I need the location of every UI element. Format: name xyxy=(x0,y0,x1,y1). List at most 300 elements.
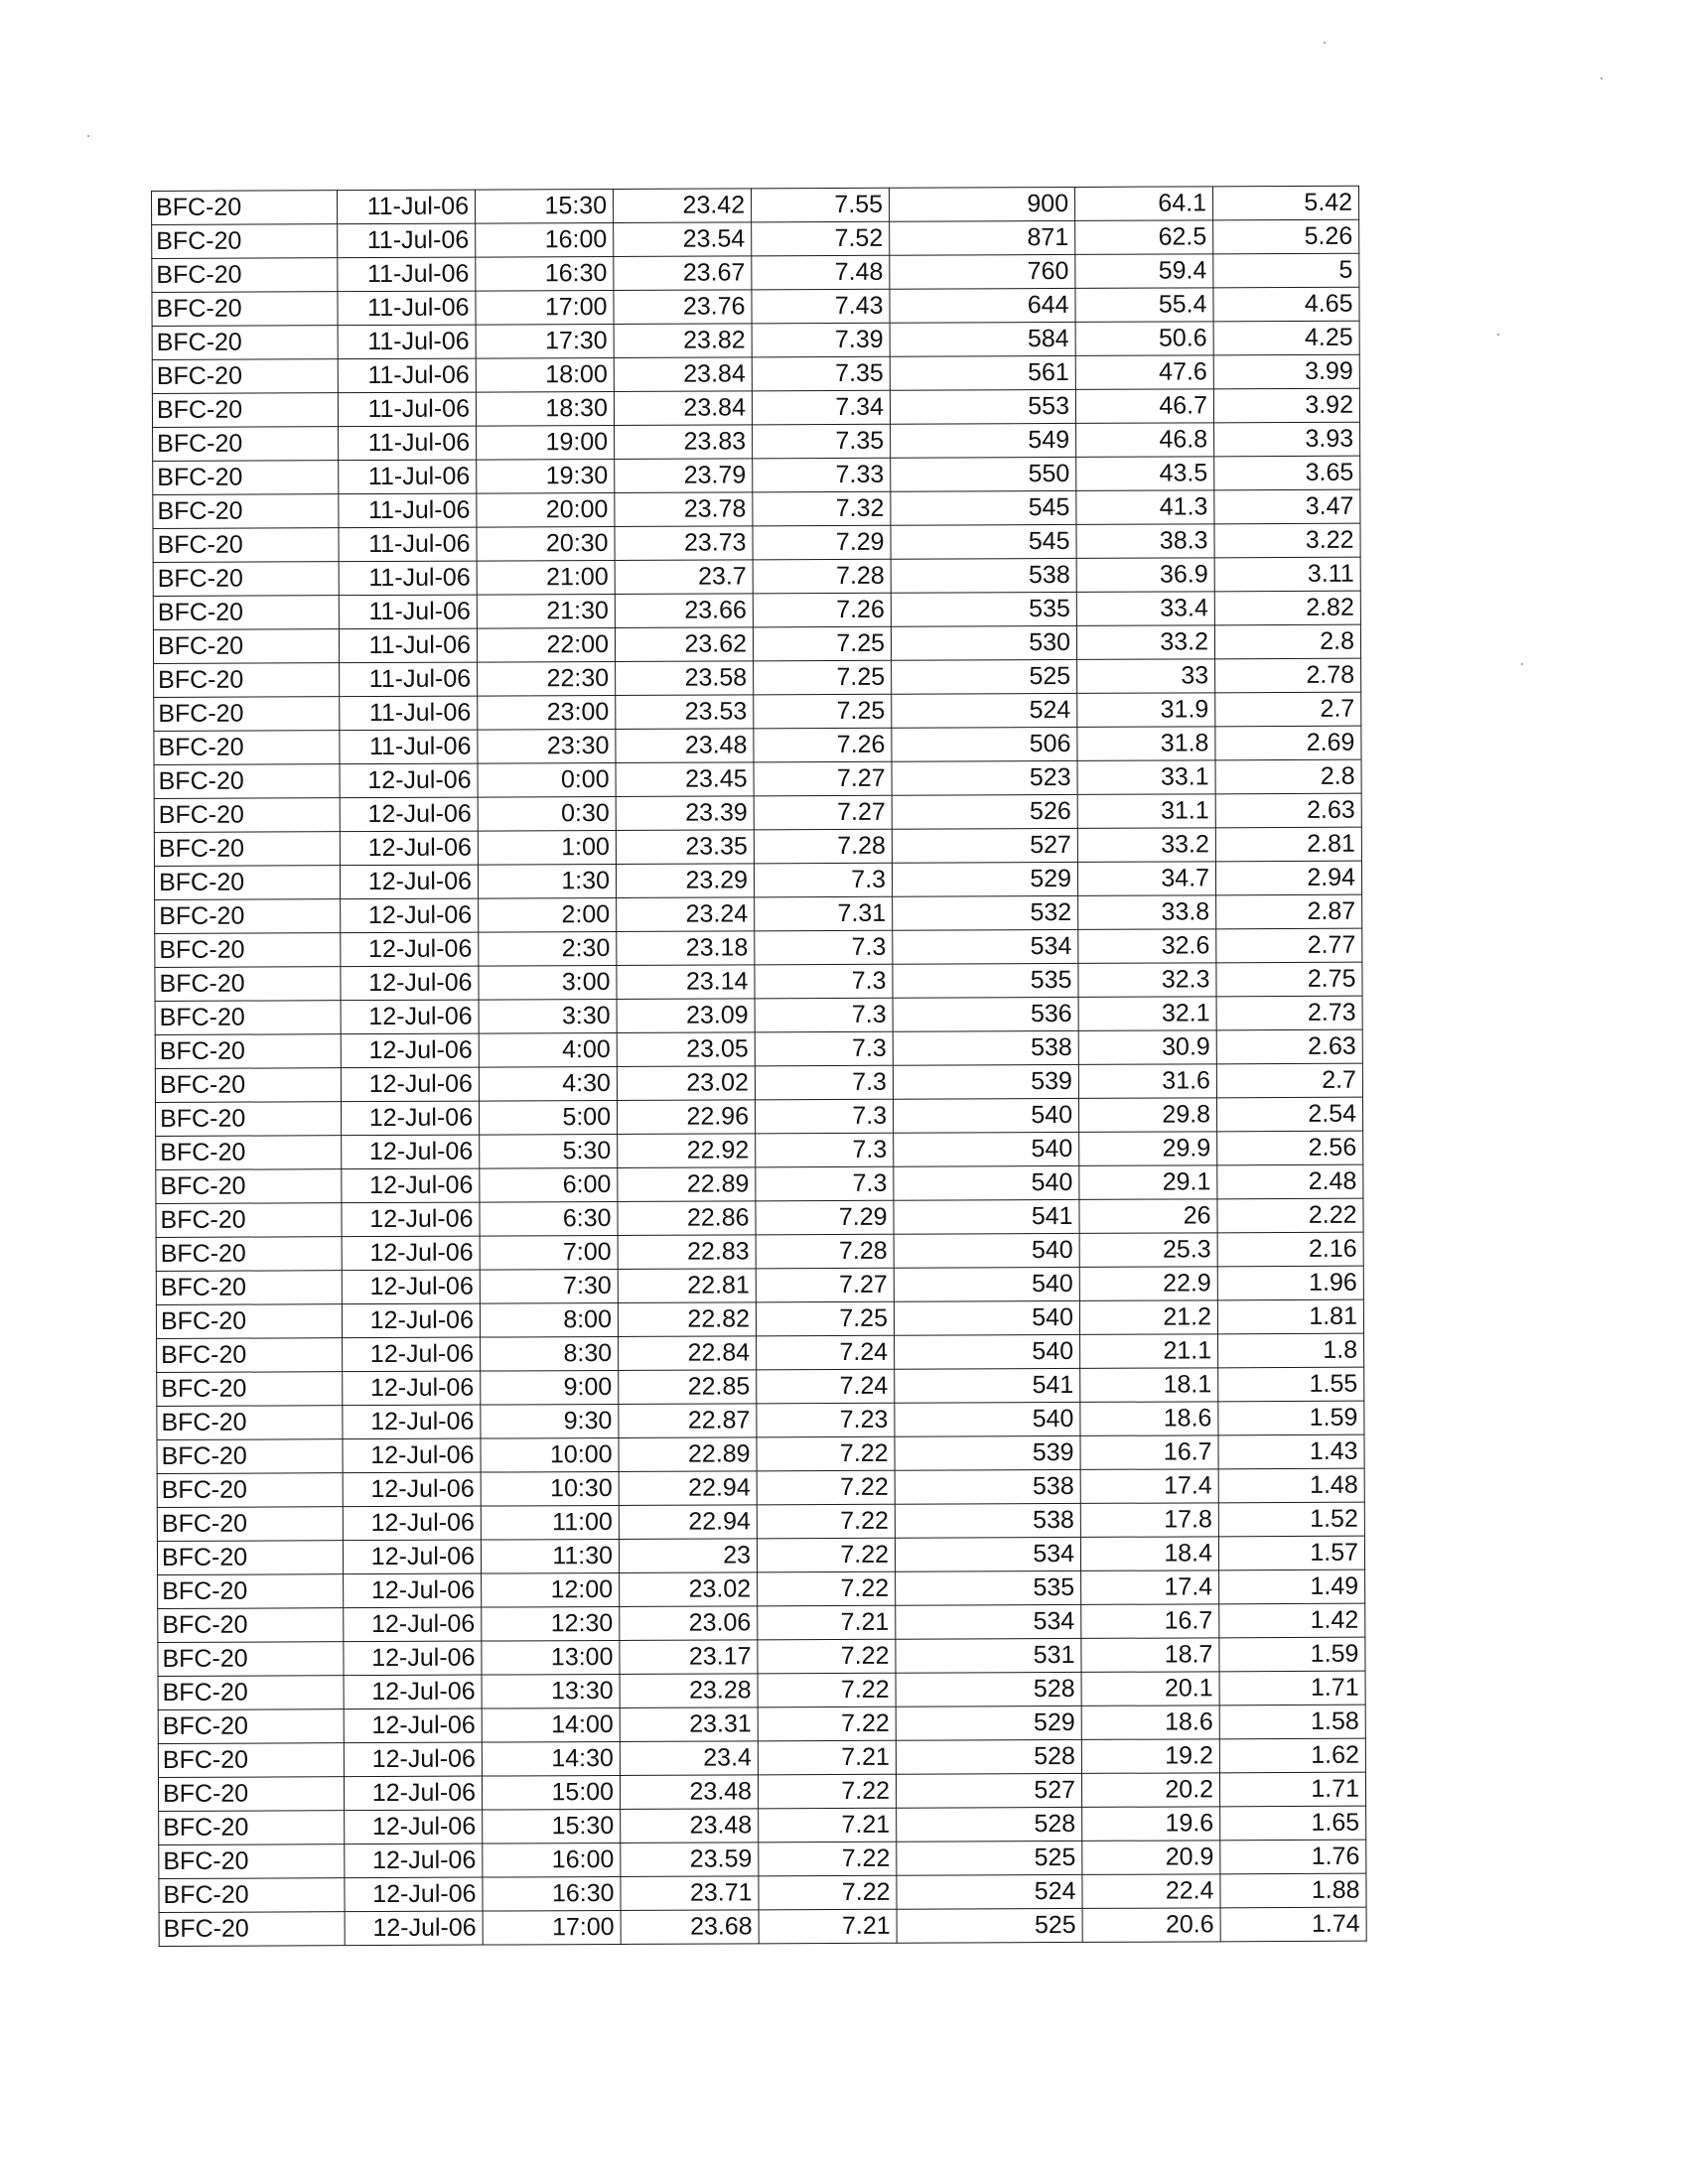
value-cell: 1.96 xyxy=(1217,1266,1363,1300)
value-cell: 23.14 xyxy=(617,965,755,1000)
site-cell: BFC-20 xyxy=(154,798,340,833)
site-cell: BFC-20 xyxy=(157,1473,343,1508)
value-cell: 1.71 xyxy=(1219,1772,1365,1807)
table-row xyxy=(154,759,1361,798)
value-cell: 22.81 xyxy=(618,1269,756,1303)
value-cell: 23.68 xyxy=(621,1910,759,1945)
value-cell: 7.39 xyxy=(752,323,890,357)
time-cell: 22:00 xyxy=(477,627,615,662)
date-cell: 11-Jul-06 xyxy=(339,493,477,528)
date-cell: 12-Jul-06 xyxy=(342,1168,480,1203)
value-cell: 534 xyxy=(896,1604,1081,1639)
value-cell: 23.18 xyxy=(617,931,755,966)
value-cell: 1.55 xyxy=(1218,1367,1364,1402)
value-cell: 1.57 xyxy=(1218,1536,1364,1570)
date-cell: 12-Jul-06 xyxy=(343,1506,481,1541)
date-cell: 12-Jul-06 xyxy=(343,1371,481,1406)
date-cell: 11-Jul-06 xyxy=(339,561,477,596)
value-cell: 18.6 xyxy=(1080,1402,1218,1436)
value-cell: 23.62 xyxy=(615,627,753,662)
value-cell: 527 xyxy=(896,1773,1081,1808)
date-cell: 11-Jul-06 xyxy=(338,291,476,326)
value-cell: 540 xyxy=(894,1098,1079,1133)
value-cell: 17.4 xyxy=(1080,1469,1218,1504)
value-cell: 538 xyxy=(895,1503,1080,1538)
value-cell: 538 xyxy=(891,558,1076,593)
value-cell: 2.77 xyxy=(1216,928,1362,963)
value-cell: 7.22 xyxy=(757,1470,895,1505)
site-cell: BFC-20 xyxy=(152,359,338,394)
time-cell: 14:30 xyxy=(482,1741,620,1776)
value-cell: 23.82 xyxy=(614,324,752,358)
value-cell: 38.3 xyxy=(1076,524,1214,559)
time-cell: 9:00 xyxy=(481,1370,619,1405)
value-cell: 23.58 xyxy=(616,661,754,696)
value-cell: 18.1 xyxy=(1080,1368,1218,1403)
table-row xyxy=(152,321,1359,359)
site-cell: BFC-20 xyxy=(158,1709,344,1744)
value-cell: 529 xyxy=(892,862,1077,896)
value-cell: 32.3 xyxy=(1078,963,1216,998)
value-cell: 531 xyxy=(896,1638,1081,1673)
time-cell: 4:30 xyxy=(479,1066,617,1101)
value-cell: 2.7 xyxy=(1216,1063,1362,1098)
value-cell: 540 xyxy=(894,1165,1079,1200)
time-cell: 5:00 xyxy=(480,1100,618,1135)
table-row xyxy=(159,1806,1366,1844)
date-cell: 12-Jul-06 xyxy=(341,1033,479,1068)
value-cell: 23.02 xyxy=(620,1572,758,1607)
date-cell: 12-Jul-06 xyxy=(344,1742,482,1777)
table-row xyxy=(158,1603,1365,1642)
date-cell: 12-Jul-06 xyxy=(343,1438,481,1473)
value-cell: 32.1 xyxy=(1078,997,1216,1031)
value-cell: 19.6 xyxy=(1082,1807,1220,1842)
time-cell: 10:30 xyxy=(481,1471,619,1506)
value-cell: 7.27 xyxy=(754,795,892,830)
value-cell: 3.22 xyxy=(1214,523,1360,558)
value-cell: 7.34 xyxy=(752,390,890,425)
value-cell: 2.94 xyxy=(1215,861,1361,895)
date-cell: 12-Jul-06 xyxy=(341,1000,479,1034)
value-cell: 506 xyxy=(892,727,1077,761)
table-row xyxy=(153,523,1360,562)
value-cell: 21.1 xyxy=(1080,1334,1218,1369)
value-cell: 7.24 xyxy=(757,1369,895,1404)
value-cell: 31.6 xyxy=(1078,1064,1216,1099)
value-cell: 23.05 xyxy=(617,1032,755,1067)
value-cell: 545 xyxy=(891,490,1076,525)
date-cell: 11-Jul-06 xyxy=(338,392,476,427)
table-row xyxy=(152,388,1359,427)
date-cell: 11-Jul-06 xyxy=(338,190,476,224)
date-cell: 12-Jul-06 xyxy=(343,1405,481,1439)
value-cell: 1.42 xyxy=(1219,1603,1365,1638)
scan-speck xyxy=(87,135,89,137)
value-cell: 34.7 xyxy=(1077,862,1215,896)
value-cell: 7.43 xyxy=(752,289,890,324)
value-cell: 529 xyxy=(896,1706,1081,1740)
value-cell: 23.48 xyxy=(616,729,754,763)
value-cell: 26 xyxy=(1079,1199,1217,1234)
value-cell: 23.7 xyxy=(615,560,753,595)
table-row xyxy=(156,1131,1363,1169)
value-cell: 7.33 xyxy=(753,458,891,492)
value-cell: 539 xyxy=(893,1064,1078,1099)
time-cell: 13:00 xyxy=(482,1640,620,1675)
value-cell: 7.25 xyxy=(753,626,891,661)
value-cell: 22.85 xyxy=(619,1370,757,1405)
scan-speck xyxy=(1324,42,1326,44)
value-cell: 18.6 xyxy=(1081,1706,1219,1740)
value-cell: 2.63 xyxy=(1215,793,1361,828)
date-cell: 12-Jul-06 xyxy=(340,797,478,832)
value-cell: 525 xyxy=(897,1841,1082,1875)
value-cell: 3.47 xyxy=(1214,489,1360,524)
value-cell: 535 xyxy=(891,592,1076,626)
value-cell: 23.29 xyxy=(616,864,754,898)
site-cell: BFC-20 xyxy=(152,292,338,327)
table-row xyxy=(156,1232,1363,1271)
value-cell: 23.09 xyxy=(617,999,755,1033)
table-row xyxy=(158,1705,1365,1743)
value-cell: 3.65 xyxy=(1214,456,1360,490)
table-row xyxy=(159,1907,1366,1946)
value-cell: 7.26 xyxy=(753,593,891,627)
value-cell: 22.92 xyxy=(618,1134,756,1168)
site-cell: BFC-20 xyxy=(157,1372,343,1407)
time-cell: 20:00 xyxy=(477,492,615,527)
site-cell: BFC-20 xyxy=(157,1338,343,1373)
date-cell: 12-Jul-06 xyxy=(345,1810,483,1844)
value-cell: 7.27 xyxy=(754,761,892,796)
value-cell: 2.54 xyxy=(1216,1097,1362,1132)
table-row xyxy=(157,1333,1364,1372)
value-cell: 1.62 xyxy=(1219,1738,1365,1773)
value-cell: 17.8 xyxy=(1080,1503,1218,1538)
value-cell: 7.22 xyxy=(758,1774,896,1809)
value-cell: 523 xyxy=(892,760,1077,795)
scan-speck xyxy=(1521,663,1523,665)
site-cell: BFC-20 xyxy=(156,1203,342,1238)
date-cell: 12-Jul-06 xyxy=(341,898,479,933)
value-cell: 30.9 xyxy=(1078,1030,1216,1065)
value-cell: 1.59 xyxy=(1218,1401,1364,1435)
table-row xyxy=(157,1502,1364,1541)
value-cell: 2.7 xyxy=(1215,692,1361,727)
site-cell: BFC-20 xyxy=(158,1642,344,1677)
table-row xyxy=(159,1873,1366,1912)
value-cell: 33 xyxy=(1077,659,1215,694)
table-row xyxy=(154,793,1361,832)
value-cell: 33.1 xyxy=(1077,760,1215,795)
site-cell: BFC-20 xyxy=(154,731,340,765)
value-cell: 33.4 xyxy=(1076,592,1214,626)
site-cell: BFC-20 xyxy=(154,832,340,867)
value-cell: 2.48 xyxy=(1217,1164,1363,1199)
table-row xyxy=(154,861,1361,899)
value-cell: 553 xyxy=(890,389,1075,424)
value-cell: 525 xyxy=(897,1908,1082,1943)
value-cell: 7.28 xyxy=(756,1234,894,1269)
date-cell: 11-Jul-06 xyxy=(338,358,476,393)
date-cell: 12-Jul-06 xyxy=(342,1236,480,1271)
time-cell: 8:30 xyxy=(481,1336,619,1371)
value-cell: 19.2 xyxy=(1081,1739,1219,1774)
table-row xyxy=(159,1840,1366,1878)
value-cell: 22.84 xyxy=(619,1336,757,1371)
table-row xyxy=(154,658,1361,697)
value-cell: 22.4 xyxy=(1082,1874,1220,1909)
value-cell: 25.3 xyxy=(1079,1233,1217,1268)
value-cell: 527 xyxy=(892,828,1077,863)
time-cell: 16:00 xyxy=(476,222,614,257)
value-cell: 22.94 xyxy=(619,1505,757,1540)
site-cell: BFC-20 xyxy=(154,866,340,900)
value-cell: 7.28 xyxy=(754,829,892,864)
value-cell: 23.4 xyxy=(620,1741,758,1776)
value-cell: 540 xyxy=(894,1300,1079,1335)
time-cell: 18:00 xyxy=(476,357,614,392)
value-cell: 530 xyxy=(891,625,1076,660)
value-cell: 7.24 xyxy=(757,1335,895,1370)
value-cell: 46.7 xyxy=(1075,389,1213,424)
site-cell: BFC-20 xyxy=(156,1237,342,1272)
table-row xyxy=(154,726,1361,764)
value-cell: 23 xyxy=(619,1539,757,1573)
table-row xyxy=(152,219,1359,258)
value-cell: 7.26 xyxy=(754,728,892,762)
table-row xyxy=(152,253,1359,292)
value-cell: 7.22 xyxy=(759,1875,897,1910)
date-cell: 12-Jul-06 xyxy=(343,1337,481,1372)
table-row xyxy=(152,186,1359,224)
time-cell: 17:30 xyxy=(476,324,614,358)
value-cell: 29.1 xyxy=(1079,1165,1217,1200)
value-cell: 55.4 xyxy=(1075,288,1213,323)
value-cell: 7.35 xyxy=(752,356,890,391)
site-cell: BFC-20 xyxy=(159,1912,345,1947)
table-row xyxy=(158,1570,1365,1608)
value-cell: 29.8 xyxy=(1078,1098,1216,1133)
value-cell: 23.54 xyxy=(614,222,752,257)
date-cell: 12-Jul-06 xyxy=(342,1303,480,1338)
value-cell: 540 xyxy=(894,1233,1079,1268)
table-row xyxy=(157,1367,1364,1406)
value-cell: 1.88 xyxy=(1220,1873,1366,1908)
table-row xyxy=(154,692,1361,731)
value-cell: 7.3 xyxy=(755,1065,893,1100)
value-cell: 538 xyxy=(895,1469,1080,1504)
site-cell: BFC-20 xyxy=(155,1068,341,1103)
date-cell: 11-Jul-06 xyxy=(339,460,477,494)
value-cell: 33.8 xyxy=(1078,895,1216,930)
value-cell: 540 xyxy=(894,1267,1079,1301)
value-cell: 528 xyxy=(896,1739,1081,1774)
date-cell: 12-Jul-06 xyxy=(344,1573,482,1608)
site-cell: BFC-20 xyxy=(154,663,340,698)
value-cell: 23.06 xyxy=(620,1606,758,1641)
value-cell: 2.8 xyxy=(1214,624,1360,659)
value-cell: 7.22 xyxy=(758,1706,896,1741)
value-cell: 2.82 xyxy=(1214,591,1360,625)
value-cell: 23.28 xyxy=(620,1674,758,1708)
site-cell: BFC-20 xyxy=(153,629,339,664)
site-cell: BFC-20 xyxy=(153,461,339,495)
value-cell: 23.42 xyxy=(613,189,751,223)
time-cell: 16:30 xyxy=(476,256,614,291)
value-cell: 528 xyxy=(897,1807,1082,1842)
date-cell: 12-Jul-06 xyxy=(343,1540,481,1574)
date-cell: 12-Jul-06 xyxy=(344,1675,482,1709)
value-cell: 7.25 xyxy=(754,694,892,729)
table-row xyxy=(155,894,1362,933)
value-cell: 7.52 xyxy=(752,221,890,256)
value-cell: 22.89 xyxy=(618,1167,756,1202)
time-cell: 21:00 xyxy=(477,560,615,595)
site-cell: BFC-20 xyxy=(155,899,341,934)
value-cell: 5.42 xyxy=(1212,186,1358,220)
value-cell: 23.78 xyxy=(615,492,753,527)
value-cell: 644 xyxy=(890,288,1075,323)
value-cell: 7.3 xyxy=(756,1133,894,1167)
value-cell: 2.78 xyxy=(1215,658,1361,693)
time-cell: 9:30 xyxy=(481,1404,619,1438)
value-cell: 20.2 xyxy=(1081,1773,1219,1808)
value-cell: 2.63 xyxy=(1216,1029,1362,1064)
table-row xyxy=(154,827,1361,866)
value-cell: 33.2 xyxy=(1076,625,1214,660)
value-cell: 7.22 xyxy=(759,1842,897,1876)
value-cell: 541 xyxy=(894,1199,1079,1234)
value-cell: 7.23 xyxy=(757,1403,895,1437)
value-cell: 871 xyxy=(890,220,1075,255)
value-cell: 23.71 xyxy=(621,1876,759,1911)
table-row xyxy=(155,1029,1362,1068)
time-cell: 0:30 xyxy=(478,796,616,831)
value-cell: 7.29 xyxy=(756,1200,894,1235)
site-cell: BFC-20 xyxy=(155,967,341,1002)
site-cell: BFC-20 xyxy=(155,933,341,968)
scan-speck xyxy=(1497,334,1499,336)
value-cell: 3.99 xyxy=(1213,354,1359,389)
site-cell: BFC-20 xyxy=(158,1574,344,1609)
value-cell: 536 xyxy=(893,997,1078,1031)
value-cell: 23.73 xyxy=(615,526,753,561)
value-cell: 584 xyxy=(890,322,1075,356)
value-cell: 525 xyxy=(892,659,1077,694)
value-cell: 31.1 xyxy=(1077,794,1215,829)
value-cell: 7.21 xyxy=(758,1605,896,1640)
table-row xyxy=(157,1401,1364,1439)
value-cell: 7.31 xyxy=(755,896,893,931)
value-cell: 538 xyxy=(893,1030,1078,1065)
time-cell: 13:30 xyxy=(482,1674,620,1708)
site-cell: BFC-20 xyxy=(158,1676,344,1710)
value-cell: 46.8 xyxy=(1076,423,1214,458)
site-cell: BFC-20 xyxy=(157,1439,343,1474)
value-cell: 900 xyxy=(889,187,1074,221)
time-cell: 3:00 xyxy=(479,965,617,1000)
date-cell: 12-Jul-06 xyxy=(345,1843,483,1878)
value-cell: 7.21 xyxy=(759,1909,897,1944)
table-row xyxy=(153,489,1360,528)
table-row xyxy=(157,1536,1364,1574)
value-cell: 47.6 xyxy=(1075,355,1213,390)
value-cell: 7.35 xyxy=(753,424,891,459)
time-cell: 12:30 xyxy=(482,1606,620,1641)
time-cell: 2:30 xyxy=(479,931,617,966)
value-cell: 541 xyxy=(895,1368,1080,1403)
date-cell: 11-Jul-06 xyxy=(340,696,478,731)
time-cell: 14:00 xyxy=(482,1707,620,1742)
value-cell: 1.43 xyxy=(1218,1434,1364,1469)
value-cell: 532 xyxy=(893,895,1078,930)
date-cell: 12-Jul-06 xyxy=(345,1911,483,1946)
value-cell: 22.86 xyxy=(618,1201,756,1236)
table-row xyxy=(158,1671,1365,1709)
site-cell: BFC-20 xyxy=(158,1608,344,1643)
value-cell: 1.48 xyxy=(1218,1468,1364,1503)
value-cell: 2.69 xyxy=(1215,726,1361,760)
date-cell: 12-Jul-06 xyxy=(344,1708,482,1743)
time-cell: 7:30 xyxy=(480,1269,618,1303)
time-cell: 3:30 xyxy=(479,999,617,1033)
value-cell: 22.94 xyxy=(619,1471,757,1506)
value-cell: 7.27 xyxy=(756,1268,894,1302)
time-cell: 16:00 xyxy=(483,1843,621,1877)
value-cell: 29.9 xyxy=(1079,1132,1217,1166)
value-cell: 2.73 xyxy=(1216,996,1362,1030)
date-cell: 11-Jul-06 xyxy=(338,257,476,292)
value-cell: 1.52 xyxy=(1218,1502,1364,1537)
site-cell: BFC-20 xyxy=(156,1136,342,1170)
date-cell: 11-Jul-06 xyxy=(340,730,478,764)
time-cell: 6:30 xyxy=(480,1201,618,1236)
site-cell: BFC-20 xyxy=(153,494,339,529)
value-cell: 21.2 xyxy=(1079,1300,1217,1335)
table-row xyxy=(158,1738,1365,1777)
time-cell: 17:00 xyxy=(476,290,614,325)
value-cell: 7.22 xyxy=(758,1639,896,1674)
site-cell: BFC-20 xyxy=(152,224,338,259)
value-cell: 535 xyxy=(896,1570,1081,1605)
value-cell: 2.22 xyxy=(1217,1198,1363,1233)
value-cell: 7.3 xyxy=(756,1099,894,1134)
site-cell: BFC-20 xyxy=(152,191,338,225)
value-cell: 23.79 xyxy=(615,459,753,493)
date-cell: 11-Jul-06 xyxy=(338,223,476,258)
value-cell: 3.92 xyxy=(1213,388,1359,423)
date-cell: 12-Jul-06 xyxy=(344,1776,482,1811)
value-cell: 7.48 xyxy=(752,255,890,290)
date-cell: 11-Jul-06 xyxy=(339,628,477,663)
site-cell: BFC-20 xyxy=(156,1304,342,1339)
site-cell: BFC-20 xyxy=(155,1034,341,1069)
value-cell: 18.7 xyxy=(1081,1638,1219,1673)
value-cell: 23.84 xyxy=(614,357,752,392)
date-cell: 11-Jul-06 xyxy=(340,662,478,697)
value-cell: 7.3 xyxy=(755,930,893,965)
time-cell: 1:30 xyxy=(478,864,616,898)
value-cell: 7.55 xyxy=(751,188,889,222)
site-cell: BFC-20 xyxy=(152,258,338,293)
value-cell: 23.67 xyxy=(614,256,752,291)
value-cell: 22.87 xyxy=(619,1404,757,1438)
table-row xyxy=(155,928,1362,967)
value-cell: 33.2 xyxy=(1077,828,1215,863)
value-cell: 50.6 xyxy=(1075,322,1213,356)
